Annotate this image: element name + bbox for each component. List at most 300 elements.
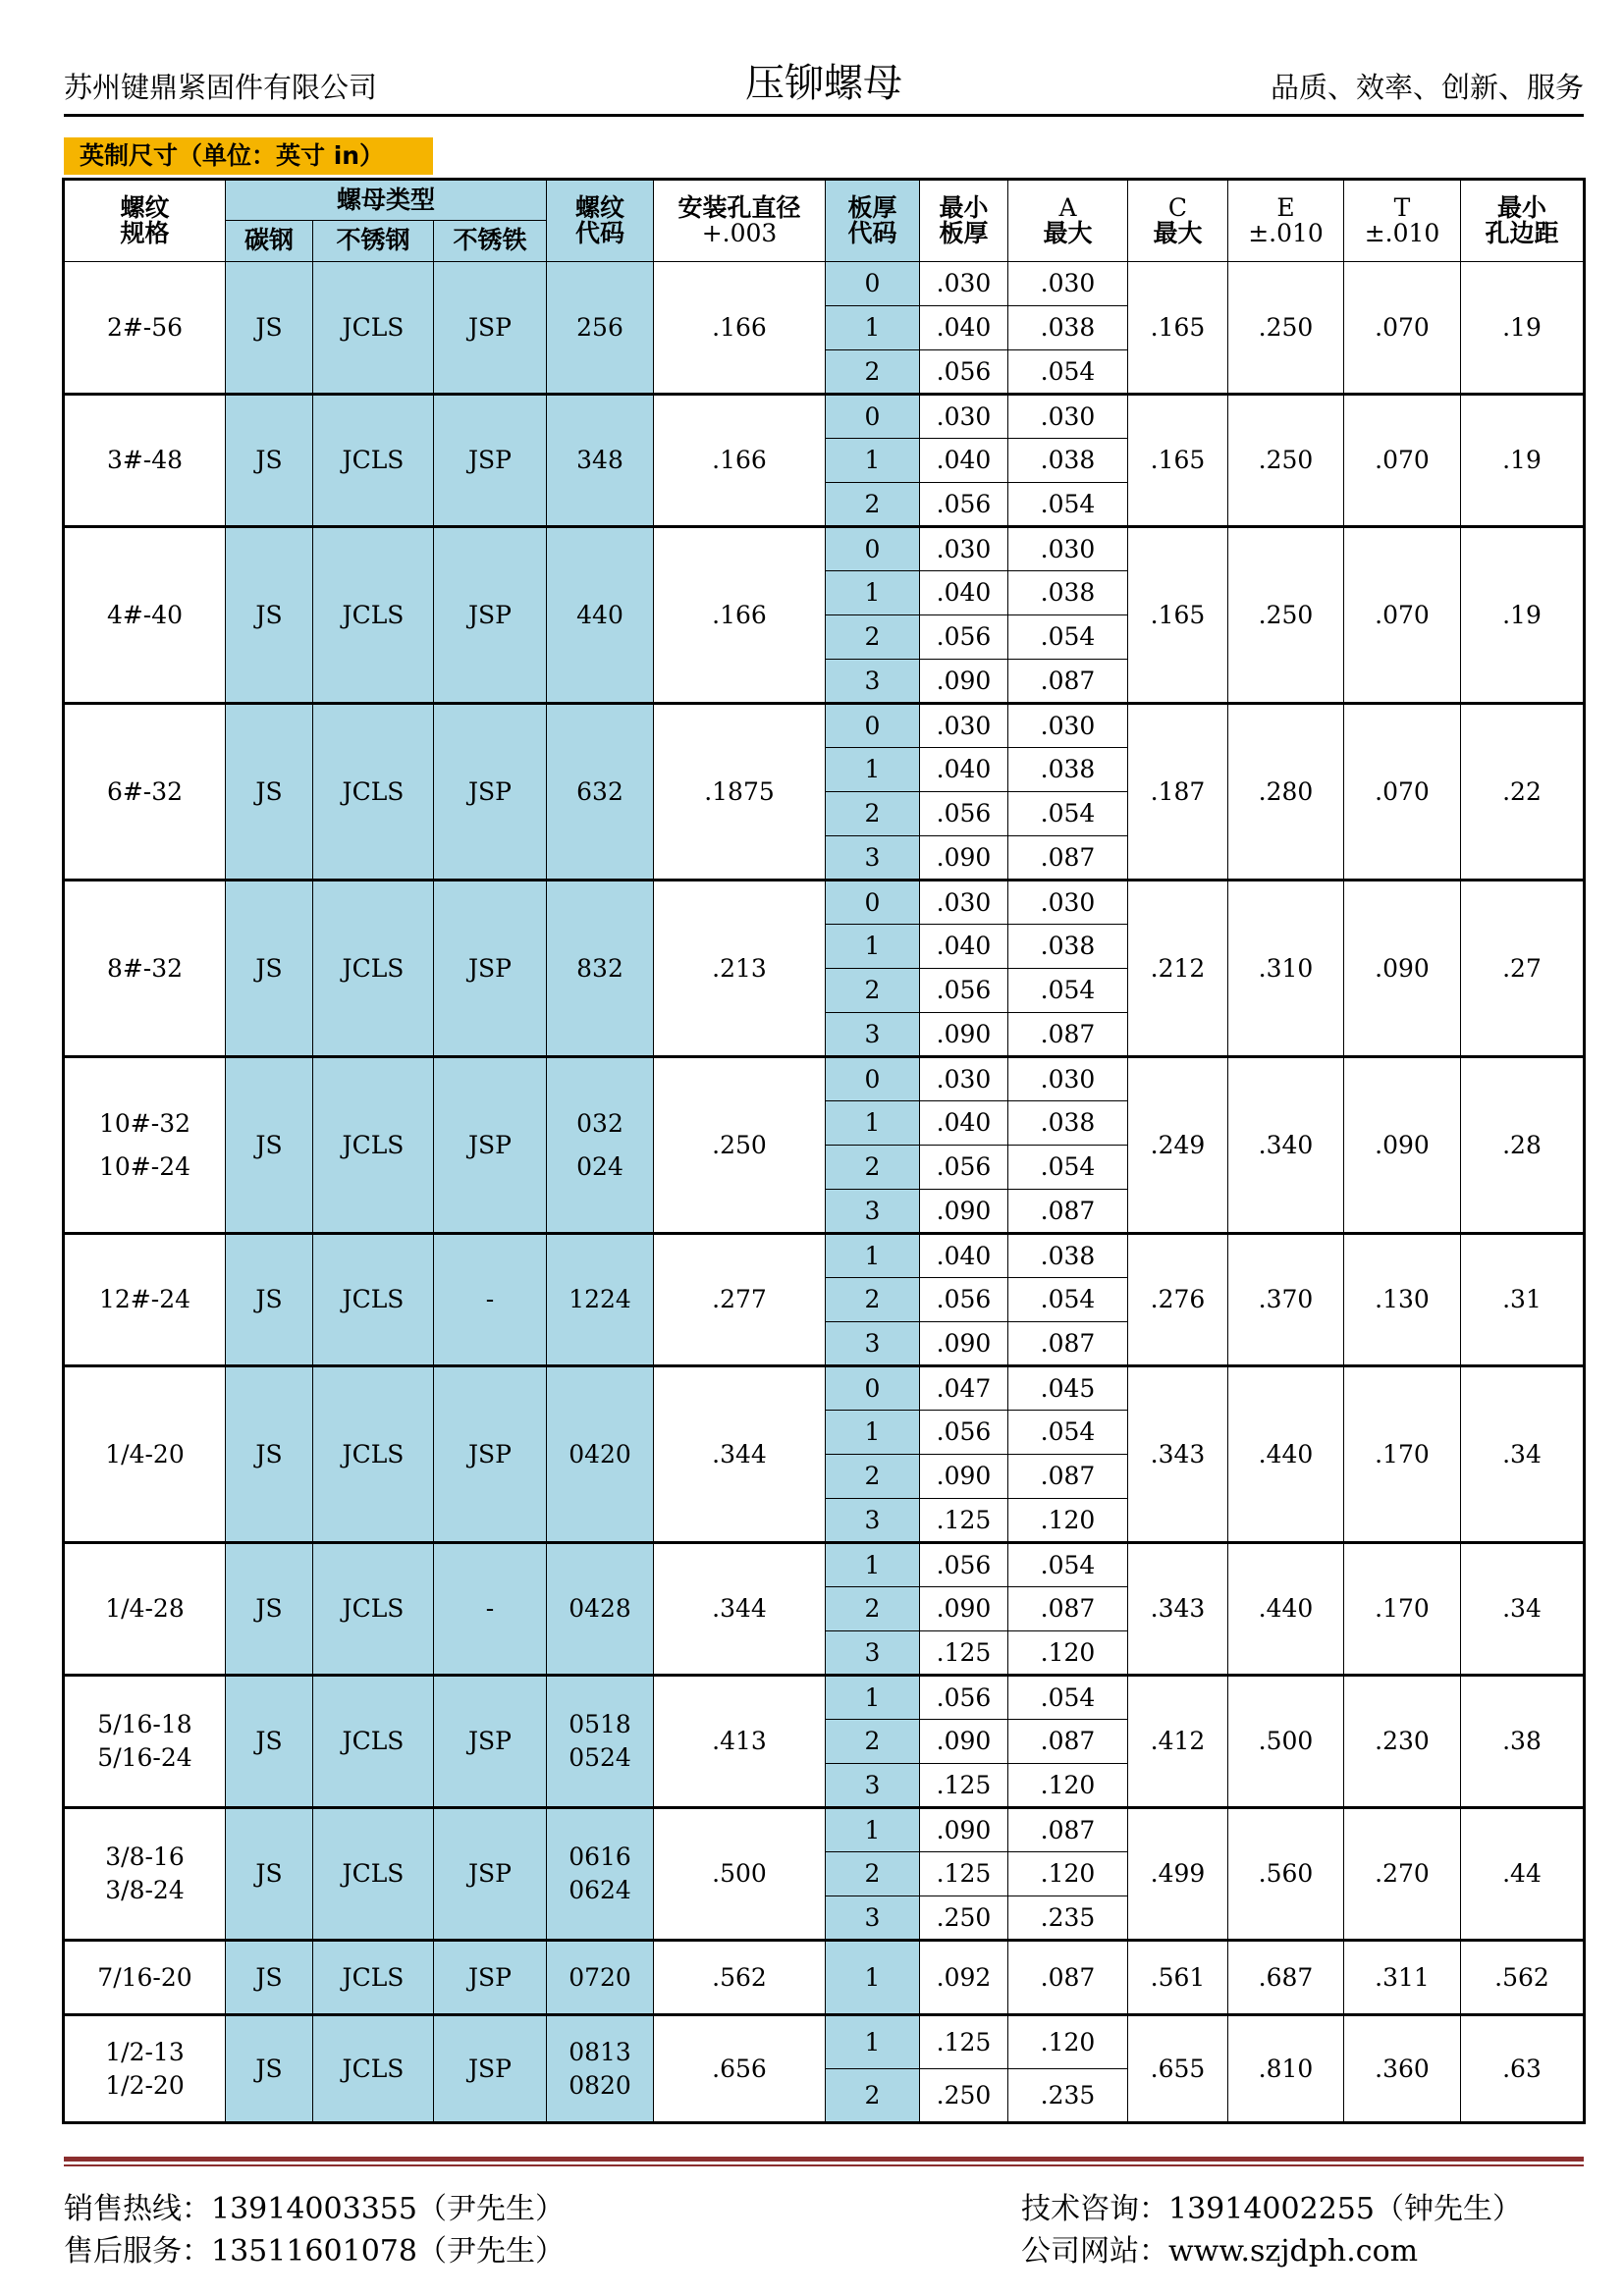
c-max-cell: .212 <box>1128 881 1228 1057</box>
thread-spec-line: 3#-48 <box>106 446 184 474</box>
thread-spec-line: 10#-24 <box>98 1151 191 1181</box>
min-edge-cell: .19 <box>1461 527 1585 704</box>
min-plate-cell: .056 <box>920 1676 1008 1720</box>
plate-code-cell: 3 <box>826 1013 920 1057</box>
thread-spec-line: 1/4-28 <box>105 1594 185 1623</box>
min-edge-cell: .34 <box>1461 1543 1585 1676</box>
thread-spec-cell <box>64 881 226 1057</box>
min-plate-cell: .030 <box>920 881 1008 925</box>
table-row <box>64 881 1585 925</box>
header-thread-spec: 螺纹 规格 <box>64 180 226 262</box>
a-max-cell: .038 <box>1008 748 1128 792</box>
header-a-max: A 最大 <box>1008 180 1128 262</box>
a-max-cell: .054 <box>1008 969 1128 1013</box>
header-nut-type: 螺母类型 <box>226 180 547 221</box>
a-max-cell: .087 <box>1008 1587 1128 1631</box>
plate-code-cell: 2 <box>826 969 920 1013</box>
min-edge-cell: .63 <box>1461 2015 1585 2123</box>
header-c-max: C 最大 <box>1128 180 1228 262</box>
thread-spec-cell <box>64 1676 226 1808</box>
plate-code-cell: 2 <box>826 1146 920 1190</box>
a-max-cell: .120 <box>1008 1852 1128 1896</box>
table-row <box>64 262 1585 306</box>
t-cell: .090 <box>1344 1057 1461 1234</box>
e-cell: .370 <box>1228 1234 1344 1366</box>
a-max-cell: .087 <box>1008 1013 1128 1057</box>
plate-code-cell: 3 <box>826 1764 920 1808</box>
stainless-iron-cell: JSP <box>434 1941 547 2015</box>
thread-spec-line: 6#-32 <box>106 776 184 806</box>
stainless-steel-cell: JCLS <box>313 1234 434 1366</box>
thread-code-cell <box>547 2015 654 2123</box>
plate-code-cell: 3 <box>826 836 920 881</box>
header-e: E ±.010 <box>1228 180 1344 262</box>
thread-code-line: 0624 <box>568 1876 631 1904</box>
thread-spec-line: 3/8-24 <box>105 1876 185 1904</box>
table-row <box>64 1808 1585 1852</box>
min-plate-cell: .040 <box>920 439 1008 483</box>
stainless-iron-cell: JSP <box>434 2015 547 2123</box>
carbon-steel-cell: JS <box>226 262 313 395</box>
c-max-cell: .187 <box>1128 704 1228 881</box>
thread-code-line: 0616 <box>568 1842 631 1871</box>
carbon-steel-cell: JS <box>226 395 313 527</box>
e-cell: .687 <box>1228 1941 1344 2015</box>
a-max-cell: .087 <box>1008 1941 1128 2015</box>
header-min-plate: 最小 板厚 <box>920 180 1008 262</box>
min-plate-cell: .056 <box>920 1278 1008 1322</box>
a-max-cell: .087 <box>1008 1808 1128 1852</box>
stainless-steel-cell: JCLS <box>313 1543 434 1676</box>
a-max-cell: .087 <box>1008 660 1128 704</box>
min-plate-cell: .056 <box>920 1543 1008 1587</box>
hole-diameter-cell: .656 <box>654 2015 826 2123</box>
t-cell: .090 <box>1344 881 1461 1057</box>
min-plate-cell: .030 <box>920 395 1008 439</box>
a-max-cell: .120 <box>1008 1499 1128 1543</box>
min-edge-cell: .28 <box>1461 1057 1585 1234</box>
a-max-cell: .030 <box>1008 704 1128 748</box>
unit-label: 英制尺寸（单位：英寸 in） <box>64 137 433 175</box>
min-plate-cell: .090 <box>920 1013 1008 1057</box>
stainless-iron-cell: JSP <box>434 1057 547 1234</box>
plate-code-cell: 1 <box>826 571 920 615</box>
min-plate-cell: .040 <box>920 748 1008 792</box>
plate-code-cell: 1 <box>826 1543 920 1587</box>
a-max-cell: .120 <box>1008 1631 1128 1676</box>
table-row <box>64 1543 1585 1587</box>
e-cell: .500 <box>1228 1676 1344 1808</box>
plate-code-cell: 1 <box>826 748 920 792</box>
table-row <box>64 1941 1585 2015</box>
spec-table <box>62 178 1586 2124</box>
stainless-iron-cell: JSP <box>434 1808 547 1941</box>
a-max-cell: .054 <box>1008 792 1128 836</box>
stainless-steel-cell: JCLS <box>313 881 434 1057</box>
stainless-steel-cell: JCLS <box>313 1057 434 1234</box>
hole-diameter-cell: .213 <box>654 881 826 1057</box>
thread-code-line: 024 <box>576 1151 623 1181</box>
min-plate-cell: .125 <box>920 1499 1008 1543</box>
min-plate-cell: .040 <box>920 1101 1008 1146</box>
carbon-steel-cell: JS <box>226 1366 313 1543</box>
a-max-cell: .038 <box>1008 306 1128 350</box>
table-row <box>64 2015 1585 2069</box>
thread-code-cell <box>547 1366 654 1543</box>
header-plate-code: 板厚 代码 <box>826 180 920 262</box>
tech-consult: 技术咨询：13914002255（钟先生） <box>1021 2192 1522 2226</box>
plate-code-cell: 1 <box>826 925 920 969</box>
min-plate-cell: .090 <box>920 660 1008 704</box>
stainless-steel-cell: JCLS <box>313 1808 434 1941</box>
header-stainless-steel: 不锈钢 <box>313 221 434 262</box>
min-plate-cell: .090 <box>920 1455 1008 1499</box>
a-max-cell: .087 <box>1008 836 1128 881</box>
e-cell: .440 <box>1228 1366 1344 1543</box>
thread-code-line: 1224 <box>568 1285 631 1313</box>
company-name: 苏州键鼎紧固件有限公司 <box>64 71 378 104</box>
stainless-steel-cell: JCLS <box>313 704 434 881</box>
plate-code-cell: 3 <box>826 1499 920 1543</box>
stainless-steel-cell: JCLS <box>313 395 434 527</box>
min-edge-cell: .38 <box>1461 1676 1585 1808</box>
table-row <box>64 527 1585 571</box>
min-plate-cell: .056 <box>920 350 1008 395</box>
plate-code-cell: 2 <box>826 615 920 660</box>
header-thread-code: 螺纹 代码 <box>547 180 654 262</box>
hole-diameter-cell: .166 <box>654 527 826 704</box>
min-plate-cell: .056 <box>920 483 1008 527</box>
plate-code-cell: 2 <box>826 1587 920 1631</box>
plate-code-cell: 0 <box>826 395 920 439</box>
footer-bar-top <box>64 2157 1584 2162</box>
plate-code-cell: 0 <box>826 262 920 306</box>
c-max-cell: .165 <box>1128 262 1228 395</box>
a-max-cell: .087 <box>1008 1190 1128 1234</box>
t-cell: .170 <box>1344 1543 1461 1676</box>
t-cell: .070 <box>1344 704 1461 881</box>
page-title: 压铆螺母 <box>745 61 902 106</box>
t-cell: .070 <box>1344 395 1461 527</box>
min-plate-cell: .040 <box>920 571 1008 615</box>
min-edge-cell: .27 <box>1461 881 1585 1057</box>
a-max-cell: .235 <box>1008 1896 1128 1941</box>
thread-code-cell <box>547 1234 654 1366</box>
thread-spec-line: 3/8-16 <box>105 1842 185 1871</box>
min-plate-cell: .056 <box>920 615 1008 660</box>
after-sales: 售后服务：13511601078（尹先生） <box>64 2234 565 2269</box>
a-max-cell: .054 <box>1008 615 1128 660</box>
stainless-steel-cell: JCLS <box>313 262 434 395</box>
thread-code-cell <box>547 704 654 881</box>
c-max-cell: .499 <box>1128 1808 1228 1941</box>
table-row <box>64 704 1585 748</box>
c-max-cell: .165 <box>1128 395 1228 527</box>
thread-code-line: 032 <box>576 1108 623 1138</box>
stainless-iron-cell: JSP <box>434 1676 547 1808</box>
min-plate-cell: .090 <box>920 1190 1008 1234</box>
a-max-cell: .054 <box>1008 1676 1128 1720</box>
a-max-cell: .054 <box>1008 1146 1128 1190</box>
hole-diameter-cell: .500 <box>654 1808 826 1941</box>
thread-code-line: 832 <box>576 953 623 983</box>
plate-code-cell: 2 <box>826 2069 920 2123</box>
thread-spec-cell <box>64 1941 226 2015</box>
thread-spec-cell <box>64 1057 226 1234</box>
plate-code-cell: 0 <box>826 704 920 748</box>
table-row <box>64 395 1585 439</box>
a-max-cell: .054 <box>1008 483 1128 527</box>
min-plate-cell: .030 <box>920 262 1008 306</box>
min-edge-cell: .34 <box>1461 1366 1585 1543</box>
min-plate-cell: .125 <box>920 1852 1008 1896</box>
min-plate-cell: .090 <box>920 1587 1008 1631</box>
a-max-cell: .030 <box>1008 262 1128 306</box>
min-plate-cell: .090 <box>920 1808 1008 1852</box>
hole-diameter-cell: .344 <box>654 1543 826 1676</box>
min-plate-cell: .056 <box>920 969 1008 1013</box>
stainless-steel-cell: JCLS <box>313 1941 434 2015</box>
thread-code-cell <box>547 1941 654 2015</box>
thread-code-line: 0524 <box>568 1743 631 1772</box>
e-cell: .280 <box>1228 704 1344 881</box>
a-max-cell: .087 <box>1008 1322 1128 1366</box>
carbon-steel-cell: JS <box>226 1234 313 1366</box>
stainless-iron-cell: JSP <box>434 395 547 527</box>
hole-diameter-cell: .250 <box>654 1057 826 1234</box>
a-max-cell: .030 <box>1008 395 1128 439</box>
header-min-edge: 最小 孔边距 <box>1461 180 1585 262</box>
min-plate-cell: .040 <box>920 306 1008 350</box>
hole-diameter-cell: .562 <box>654 1941 826 2015</box>
min-edge-cell: .44 <box>1461 1808 1585 1941</box>
t-cell: .230 <box>1344 1676 1461 1808</box>
c-max-cell: .249 <box>1128 1057 1228 1234</box>
thread-spec-cell <box>64 1234 226 1366</box>
carbon-steel-cell: JS <box>226 1543 313 1676</box>
plate-code-cell: 2 <box>826 350 920 395</box>
carbon-steel-cell: JS <box>226 1808 313 1941</box>
thread-spec-cell <box>64 1543 226 1676</box>
e-cell: .250 <box>1228 262 1344 395</box>
c-max-cell: .412 <box>1128 1676 1228 1808</box>
thread-code-line: 0428 <box>568 1594 631 1623</box>
a-max-cell: .038 <box>1008 925 1128 969</box>
t-cell: .130 <box>1344 1234 1461 1366</box>
a-max-cell: .038 <box>1008 439 1128 483</box>
plate-code-cell: 1 <box>826 306 920 350</box>
a-max-cell: .054 <box>1008 1278 1128 1322</box>
table-row <box>64 1676 1585 1720</box>
plate-code-cell: 3 <box>826 1190 920 1234</box>
min-plate-cell: .030 <box>920 704 1008 748</box>
e-cell: .810 <box>1228 2015 1344 2123</box>
c-max-cell: .343 <box>1128 1543 1228 1676</box>
header-divider <box>64 114 1584 117</box>
thread-spec-cell <box>64 704 226 881</box>
thread-spec-cell <box>64 395 226 527</box>
carbon-steel-cell: JS <box>226 881 313 1057</box>
a-max-cell: .120 <box>1008 2015 1128 2069</box>
min-edge-cell: .19 <box>1461 262 1585 395</box>
carbon-steel-cell: JS <box>226 1057 313 1234</box>
min-edge-cell: .22 <box>1461 704 1585 881</box>
min-edge-cell: .19 <box>1461 395 1585 527</box>
a-max-cell: .030 <box>1008 527 1128 571</box>
header-t: T ±.010 <box>1344 180 1461 262</box>
table-body <box>64 262 1585 2123</box>
page-header <box>64 57 1584 116</box>
e-cell: .340 <box>1228 1057 1344 1234</box>
min-plate-cell: .030 <box>920 527 1008 571</box>
plate-code-cell: 2 <box>826 1720 920 1764</box>
a-max-cell: .087 <box>1008 1720 1128 1764</box>
header-hole-diameter: 安装孔直径 +.003 <box>654 180 826 262</box>
thread-spec-line: 5/16-24 <box>97 1743 192 1772</box>
thread-code-cell <box>547 1057 654 1234</box>
min-plate-cell: .250 <box>920 2069 1008 2123</box>
thread-spec-cell <box>64 1808 226 1941</box>
min-plate-cell: .056 <box>920 1411 1008 1455</box>
plate-code-cell: 3 <box>826 1322 920 1366</box>
thread-spec-line: 10#-32 <box>98 1108 191 1138</box>
thread-code-cell <box>547 395 654 527</box>
t-cell: .311 <box>1344 1941 1461 2015</box>
company-slogan: 品质、效率、创新、服务 <box>1270 71 1584 104</box>
thread-spec-line: 4#-40 <box>106 600 184 629</box>
thread-spec-line: 5/16-18 <box>97 1710 192 1738</box>
stainless-iron-cell: JSP <box>434 704 547 881</box>
thread-spec-line: 1/2-20 <box>105 2070 185 2100</box>
thread-spec-line: 1/2-13 <box>105 2037 185 2066</box>
stainless-steel-cell: JCLS <box>313 2015 434 2123</box>
min-plate-cell: .040 <box>920 925 1008 969</box>
plate-code-cell: 1 <box>826 1941 920 2015</box>
thread-spec-cell <box>64 2015 226 2123</box>
hole-diameter-cell: .277 <box>654 1234 826 1366</box>
thread-spec-line: 1/4-20 <box>105 1439 185 1468</box>
thread-spec-cell <box>64 1366 226 1543</box>
plate-code-cell: 2 <box>826 1852 920 1896</box>
carbon-steel-cell: JS <box>226 1676 313 1808</box>
a-max-cell: .054 <box>1008 1543 1128 1587</box>
stainless-iron-cell: JSP <box>434 527 547 704</box>
t-cell: .070 <box>1344 262 1461 395</box>
plate-code-cell: 1 <box>826 1411 920 1455</box>
c-max-cell: .561 <box>1128 1941 1228 2015</box>
hole-diameter-cell: .166 <box>654 262 826 395</box>
thread-code-line: 0518 <box>568 1710 631 1738</box>
table-row <box>64 1057 1585 1101</box>
thread-code-cell <box>547 1543 654 1676</box>
carbon-steel-cell: JS <box>226 2015 313 2123</box>
min-plate-cell: .125 <box>920 1631 1008 1676</box>
plate-code-cell: 1 <box>826 439 920 483</box>
e-cell: .310 <box>1228 881 1344 1057</box>
e-cell: .560 <box>1228 1808 1344 1941</box>
e-cell: .250 <box>1228 527 1344 704</box>
thread-code-line: 0813 <box>568 2037 631 2066</box>
min-plate-cell: .092 <box>920 1941 1008 2015</box>
plate-code-cell: 2 <box>826 792 920 836</box>
stainless-iron-cell: JSP <box>434 881 547 1057</box>
stainless-steel-cell: JCLS <box>313 527 434 704</box>
min-edge-cell: .562 <box>1461 1941 1585 2015</box>
table-row <box>64 1234 1585 1278</box>
plate-code-cell: 2 <box>826 1455 920 1499</box>
plate-code-cell: 1 <box>826 2015 920 2069</box>
carbon-steel-cell: JS <box>226 1941 313 2015</box>
footer-bar-bottom <box>64 2164 1584 2166</box>
thread-code-cell <box>547 527 654 704</box>
thread-code-line: 440 <box>576 600 623 629</box>
thread-code-line: 0420 <box>568 1439 631 1468</box>
carbon-steel-cell: JS <box>226 704 313 881</box>
hole-diameter-cell: .344 <box>654 1366 826 1543</box>
c-max-cell: .276 <box>1128 1234 1228 1366</box>
table-row <box>64 1366 1585 1411</box>
min-plate-cell: .030 <box>920 1057 1008 1101</box>
min-plate-cell: .056 <box>920 792 1008 836</box>
min-plate-cell: .090 <box>920 1322 1008 1366</box>
plate-code-cell: 2 <box>826 1278 920 1322</box>
thread-code-line: 632 <box>576 776 623 806</box>
a-max-cell: .038 <box>1008 1101 1128 1146</box>
plate-code-cell: 1 <box>826 1808 920 1852</box>
thread-code-cell <box>547 1808 654 1941</box>
thread-spec-line: 7/16-20 <box>97 1962 192 1992</box>
sales-hotline: 销售热线：13914003355（尹先生） <box>64 2192 565 2226</box>
a-max-cell: .038 <box>1008 1234 1128 1278</box>
website-link[interactable]: 公司网站：www.szjdph.com <box>1021 2234 1419 2269</box>
stainless-steel-cell: JCLS <box>313 1676 434 1808</box>
min-plate-cell: .250 <box>920 1896 1008 1941</box>
thread-code-line: 256 <box>576 312 623 342</box>
min-plate-cell: .125 <box>920 2015 1008 2069</box>
stainless-iron-cell: JSP <box>434 1366 547 1543</box>
thread-code-line: 348 <box>576 446 623 474</box>
thread-code-cell <box>547 881 654 1057</box>
plate-code-cell: 1 <box>826 1234 920 1278</box>
a-max-cell: .054 <box>1008 350 1128 395</box>
plate-code-cell: 3 <box>826 1631 920 1676</box>
c-max-cell: .655 <box>1128 2015 1228 2123</box>
t-cell: .360 <box>1344 2015 1461 2123</box>
t-cell: .170 <box>1344 1366 1461 1543</box>
thread-code-cell <box>547 1676 654 1808</box>
plate-code-cell: 1 <box>826 1676 920 1720</box>
min-plate-cell: .047 <box>920 1366 1008 1411</box>
plate-code-cell: 0 <box>826 1057 920 1101</box>
thread-code-line: 0720 <box>568 1962 631 1992</box>
thread-spec-line: 2#-56 <box>106 312 184 342</box>
hole-diameter-cell: .166 <box>654 395 826 527</box>
min-plate-cell: .090 <box>920 836 1008 881</box>
hole-diameter-cell: .413 <box>654 1676 826 1808</box>
thread-spec-line: 12#-24 <box>98 1285 191 1313</box>
thread-spec-cell <box>64 262 226 395</box>
t-cell: .270 <box>1344 1808 1461 1941</box>
thread-spec-cell <box>64 527 226 704</box>
stainless-steel-cell: JCLS <box>313 1366 434 1543</box>
plate-code-cell: 0 <box>826 1366 920 1411</box>
stainless-iron-cell: - <box>434 1234 547 1366</box>
a-max-cell: .120 <box>1008 1764 1128 1808</box>
table-header <box>64 180 1585 262</box>
thread-spec-line: 8#-32 <box>106 953 184 983</box>
plate-code-cell: 3 <box>826 1896 920 1941</box>
min-plate-cell: .125 <box>920 1764 1008 1808</box>
